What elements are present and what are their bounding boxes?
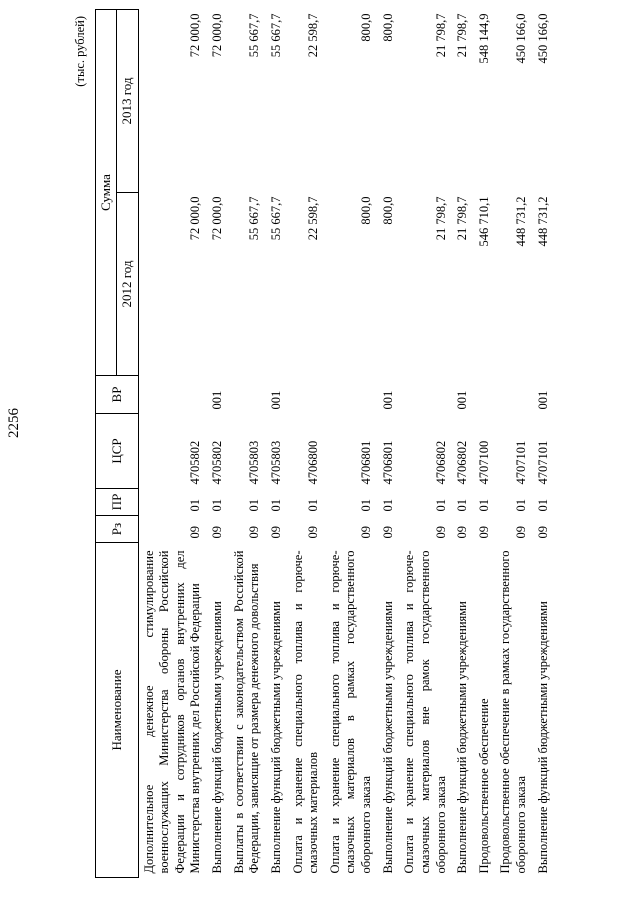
row-sum-2012: 448 731,2 <box>535 196 550 247</box>
row-sum-2013: 450 166,0 <box>514 13 528 64</box>
row-pr: 01 <box>359 499 373 512</box>
row-vr: 001 <box>380 390 395 410</box>
row-sum-2013: 55 667,7 <box>268 13 283 58</box>
header-2012: 2012 год <box>117 193 138 376</box>
row-name: Выполнение функций бюджетными учреждениями <box>268 601 283 874</box>
row-pr: 01 <box>210 499 224 512</box>
row-pr: 01 <box>188 499 203 512</box>
row-vr <box>138 376 207 414</box>
table-row <box>266 10 288 878</box>
row-csr: 4707101 <box>535 440 550 485</box>
table-row <box>288 10 325 878</box>
row-name: Оплата и хранение специального топлива и горюче-смазочных материалов вне рамок государственного оборонного заказа <box>402 550 448 874</box>
row-csr: 4707100 <box>476 440 491 485</box>
table-row <box>474 10 496 878</box>
row-vr: 001 <box>210 390 224 410</box>
row-pr: 01 <box>476 499 491 512</box>
row-vr <box>399 376 452 414</box>
row-name: Оплата и хранение специального топлива и горюче-смазочных материалов <box>290 550 321 874</box>
row-name: Выполнение функций бюджетными учреждениями <box>210 601 224 874</box>
row-sum-2013: 548 144,9 <box>476 13 491 64</box>
row-vr: 001 <box>535 390 550 410</box>
row-pr: 01 <box>514 499 528 512</box>
row-sum-2013: 450 166,0 <box>535 13 550 64</box>
row-csr: 4706802 <box>433 440 448 485</box>
row-csr: 4707101 <box>514 440 528 485</box>
table-row <box>452 10 474 878</box>
row-vr <box>229 376 266 414</box>
budget-sheet <box>73 10 640 878</box>
row-sum-2012: 55 667,7 <box>268 196 283 241</box>
row-sum-2012: 21 798,7 <box>455 196 470 241</box>
row-csr: 4705802 <box>188 440 203 485</box>
row-vr: 001 <box>455 390 470 410</box>
row-vr <box>288 376 325 414</box>
row-name: Продовольственное обеспечение <box>476 698 491 874</box>
row-sum-2012: 800,0 <box>359 196 373 225</box>
row-rz: 09 <box>188 526 203 539</box>
row-sum-2012: 448 731,2 <box>514 196 528 247</box>
row-csr: 4705803 <box>247 440 262 485</box>
row-sum-2012: 800,0 <box>380 196 395 225</box>
row-sum-2013: 800,0 <box>359 13 373 42</box>
row-rz: 09 <box>359 526 373 539</box>
row-sum-2012: 72 000,0 <box>210 196 224 241</box>
header-name: Наименование <box>96 543 139 878</box>
row-pr: 01 <box>247 499 262 512</box>
row-rz: 09 <box>306 526 321 539</box>
row-sum-2012: 546 710,1 <box>476 196 491 247</box>
row-name: Выполнение функций бюджетными учреждениями <box>380 601 395 874</box>
row-sum-2013: 21 798,7 <box>455 13 470 58</box>
row-pr: 01 <box>268 499 283 512</box>
row-pr: 01 <box>380 499 395 512</box>
table-row <box>207 10 229 878</box>
row-sum-2013: 800,0 <box>380 13 395 42</box>
row-vr: 001 <box>268 390 283 410</box>
header-pr: ПР <box>96 489 139 516</box>
row-rz: 09 <box>247 526 262 539</box>
row-sum-2013: 22 598,7 <box>306 13 321 58</box>
row-rz: 09 <box>535 526 550 539</box>
budget-table <box>95 9 554 878</box>
row-rz: 09 <box>380 526 395 539</box>
row-name: Выполнение функций бюджетными учреждениями <box>455 601 470 874</box>
row-csr: 4705803 <box>268 440 283 485</box>
row-csr: 4706800 <box>306 440 321 485</box>
row-pr: 01 <box>433 499 448 512</box>
units-label: (тыс. рублей) <box>73 16 87 87</box>
row-name: Продовольственное обеспечение в рамках государственного оборонного заказа <box>498 550 528 874</box>
row-name: Оплата и хранение специального топлива и горюче-смазочных материалов в рамках государственного оборонного заказа <box>327 550 373 874</box>
row-vr <box>474 376 496 414</box>
table-row <box>138 10 207 878</box>
row-csr: 4705802 <box>210 440 224 485</box>
table-body <box>138 10 554 878</box>
row-rz: 09 <box>514 526 528 539</box>
row-name: Выполнение функций бюджетными учреждениями <box>535 601 550 874</box>
table-row <box>533 10 555 878</box>
header-csr: ЦСР <box>96 414 139 489</box>
header-sum: Сумма <box>96 10 117 376</box>
row-sum-2013: 55 667,7 <box>247 13 262 58</box>
row-vr <box>325 376 378 414</box>
row-pr: 01 <box>535 499 550 512</box>
row-sum-2012: 22 598,7 <box>306 196 321 241</box>
table-row <box>378 10 400 878</box>
row-rz: 09 <box>433 526 448 539</box>
table-row <box>399 10 452 878</box>
row-sum-2012: 55 667,7 <box>247 196 262 241</box>
row-rz: 09 <box>455 526 470 539</box>
row-csr: 4706802 <box>455 440 470 485</box>
header-2013: 2013 год <box>117 10 138 193</box>
row-pr: 01 <box>306 499 321 512</box>
row-rz: 09 <box>268 526 283 539</box>
row-name: Выплаты в соответствии с законодательством Российской Федерации, зависящие от размера денежного довольствия <box>231 550 262 874</box>
row-vr <box>495 376 532 414</box>
row-rz: 09 <box>210 526 224 539</box>
table-row <box>229 10 266 878</box>
row-sum-2012: 72 000,0 <box>188 196 203 241</box>
row-csr: 4706801 <box>380 440 395 485</box>
row-sum-2013: 72 000,0 <box>210 13 224 58</box>
row-pr: 01 <box>455 499 470 512</box>
page-number: 2256 <box>6 408 22 438</box>
header-rz: Рз <box>96 516 139 543</box>
row-sum-2013: 72 000,0 <box>188 13 203 58</box>
table-header <box>96 10 139 878</box>
row-sum-2012: 21 798,7 <box>433 196 448 241</box>
row-rz: 09 <box>476 526 491 539</box>
table-row <box>325 10 378 878</box>
row-sum-2013: 21 798,7 <box>433 13 448 58</box>
row-name: Дополнительное денежное стимулирование военнослужащих Министерства обороны Российской Федерации и сотрудников органов внутренних дел Министерства внутренних дел Российской Федерации <box>141 550 203 874</box>
table-row <box>495 10 532 878</box>
row-csr: 4706801 <box>359 440 373 485</box>
header-vr: ВР <box>96 376 139 414</box>
